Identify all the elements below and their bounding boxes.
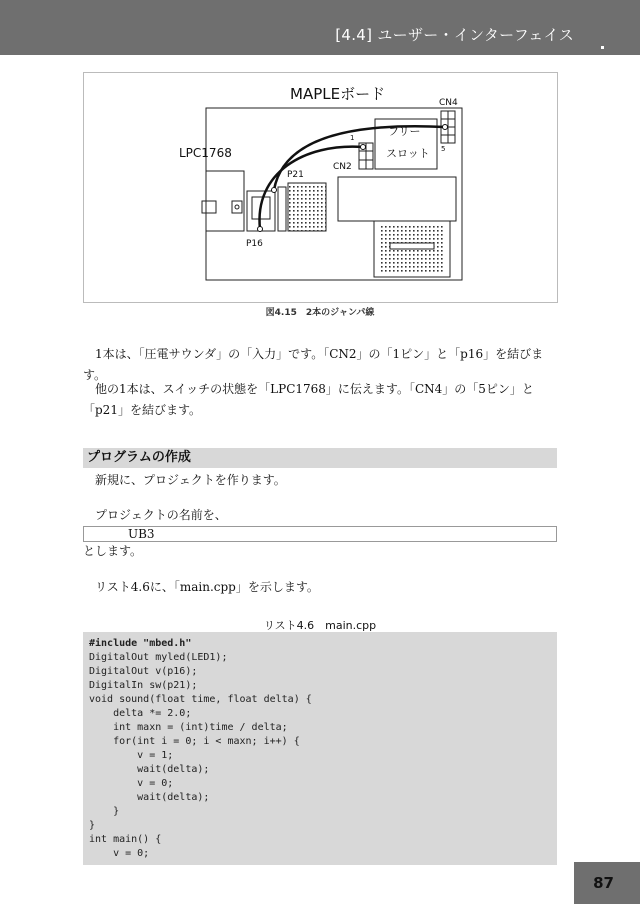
code-line: wait(delta); <box>89 764 210 775</box>
code-line: DigitalIn sw(p21); <box>89 680 198 691</box>
board-diagram <box>84 73 557 302</box>
cn4-label: CN4 <box>439 98 458 108</box>
free-label-1: フリー <box>388 125 421 138</box>
pin1-label: 1 <box>350 134 355 142</box>
code-line: #include "mbed.h" <box>89 638 192 649</box>
listing-title: リスト4.6 main.cpp <box>263 619 377 632</box>
code-line: DigitalOut myled(LED1); <box>89 652 228 663</box>
code-block <box>83 632 557 865</box>
board-title-label: MAPLEボード <box>290 85 386 103</box>
paragraph-jumper-2: 他の1本は、スイッチの状態を「LPC1768」に伝えます。「CN4」の「5ピン」と「p21」を結びます。 <box>83 382 534 417</box>
paragraph-shimasu: とします。 <box>83 544 143 558</box>
paragraph-listing-ref: リスト4.6に、「main.cpp」を示します。 <box>95 580 319 594</box>
header-dot <box>601 46 604 49</box>
p21-label: P21 <box>287 170 304 180</box>
header-title: [4.4] ユーザー・インターフェイス <box>335 26 574 44</box>
project-name-box: UB3 <box>83 526 557 542</box>
figure-frame <box>83 72 558 303</box>
page-number: 87 <box>593 874 614 892</box>
section-heading: プログラムの作成 <box>83 448 557 468</box>
module-rect <box>338 177 456 221</box>
code-line: DigitalOut v(p16); <box>89 666 198 677</box>
code-line: delta *= 2.0; <box>89 708 192 719</box>
page-header <box>0 0 640 55</box>
free-label-2: スロット <box>386 147 430 160</box>
p16-label: P16 <box>246 239 263 249</box>
code-line: wait(delta); <box>89 792 210 803</box>
code-line: int main() { <box>89 834 162 845</box>
cn2-label: CN2 <box>333 162 352 172</box>
paragraph-jumper-1: 1本は、「圧電サウンダ」の「入力」です。「CN2」の「1ピン」と「p16」を結びます。 <box>83 347 544 382</box>
code-line: } <box>89 820 96 831</box>
code-line: void sound(float time, float delta) { <box>89 694 312 705</box>
code-line: v = 0; <box>89 778 174 789</box>
paragraph-project-name: プロジェクトの名前を、 <box>95 508 227 522</box>
code-line: v = 0; <box>89 848 150 859</box>
usb-connector <box>202 201 216 213</box>
lpc-label: LPC1768 <box>179 146 232 160</box>
figure-caption: 図4.15 2本のジャンパ線 <box>265 308 375 318</box>
code-line: int maxn = (int)time / delta; <box>89 722 288 733</box>
pin5-label: 5 <box>441 145 446 153</box>
code-line: } <box>89 806 120 817</box>
page-number-box <box>574 862 640 904</box>
code-line: for(int i = 0; i < maxn; i++) { <box>89 736 300 747</box>
paragraph-new-project: 新規に、プロジェクトを作ります。 <box>95 473 286 487</box>
code-line: v = 1; <box>89 750 174 761</box>
